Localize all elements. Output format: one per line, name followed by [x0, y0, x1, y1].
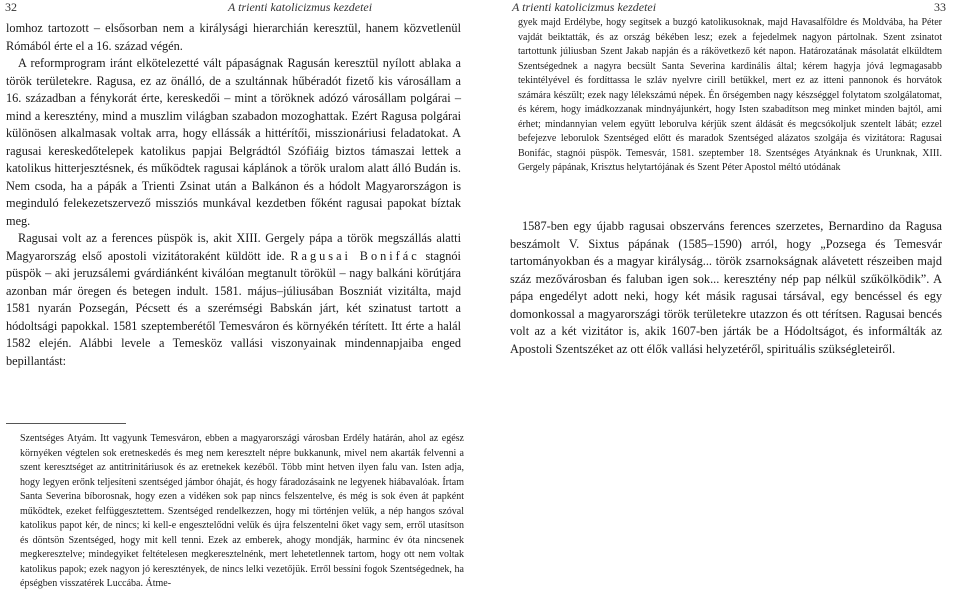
running-head: A trienti katolicizmus kezdetei: [228, 0, 373, 14]
footnote-text: gyek majd Erdélybe, hogy segítsek a buzgó katolikusoknak, majd Havasalföldre és Moldvába, ha Péter vajdát beiktatták, és az ország békében lesz; ezek a fejedelmek nagyon pártolnak. Szent zsinatot tartottunk júliusban Szent Jakab napján és a rákövetkező két napon. Határozatának másolatát elküldtem Szentségednek a nagyra becsült Santa Severina kardinális által; kérem hagyja jóvá legmagasabb tekintélyével és fordíttassa le szláv nyelvre cirill betűkkel, mert ez az itteni pannonok és horvátok számára készült; ezek nagy lélekszámú népek. Én őrségemben nagy készséggel folytatom szolgálatomat, és kérem, hogy imádkozzanak mindnyájunkért, hogy Isten szabadítson meg minket minden bajtól, ami érhet; mindannyian velem együtt leborulva kérjük szent áldását és megcsókoljuk szentelt lábát; ezzel befejezve leborulok Szentséged előtt és maradok Szentséged alázatos szolgája és vizitátora: Ragusai Bonifác, stagnói püspök. Temesvár, 1581. szeptember 18. Szentséges Atyánknak és Urunknak, XIII. Gergely pápának, Krisztus helytartójának és Szent Péter Apostol méltó utódának: [518, 17, 942, 173]
paragraph: A reformprogram iránt elkötelezetté vált pápaságnak Ragusán keresztül nyílott ablaka a török területekre. Ragusa, ez az önálló, de a szultánnak hűbéradót fizető kis városállam a 16. században a fénykorát érte, kereskedői – mint a töröknek adózó városállam polgárai – mind a keresztény, mind a muszlim világban szabadon mozoghattak. Ezért Ragusa polgárai különösen alkalmasak voltak arra, hogy ellássák a hittérítői, misszionáriusi feladatokat. A ragusai kereskedőtelepek katolikus papjai Belgrádtól Szófiáig biztos támaszai lettek a katolikus hitterjesztésnek, és működtek ragusai káplánok a török uralom alatt álló Budán is. Nem csoda, ha a pápák a Trienti Zsinat után a Balkánon és a hódolt Magyarországon is meginduló felekezetszervező missziós munkával kezdetben főként ragusai papokat bíztak meg.: [6, 56, 461, 228]
main-text: [510, 218, 942, 358]
paragraph: [6, 230, 461, 370]
paragraph: lomhoz tartozott – elsősorban nem a királysági hierarchián keresztül, hanem közvetlenül Rómából érte el a 16. század végén.: [6, 21, 461, 53]
page-number: 33: [934, 0, 946, 14]
page-number: 32: [5, 0, 17, 14]
footnote-continued: [518, 16, 942, 176]
footnote: [20, 432, 464, 592]
running-head: A trienti katolicizmus kezdetei: [512, 0, 657, 14]
footnote-divider: [6, 423, 126, 424]
paragraph-text: stagnói püspök – aki jeruzsálemi gvárdiánként kiválóan megtanult törökül – nagy balkáni körútjára azonban már öregen és betegen indult. 1581. május–júliusában Boszniát vizitálta, majd 1581 nyarán Pozsegán, Pécsett és a szerémségi Babskán járt, két szinatust tartott a hódoltsági papokkal. 1581 szeptemberétől Temesváron és környékén térített. Itt érte a halál 1582 elején. Alábbi levele a Temesköz vallási viszonyainak mindennapjaiba enged bepillantást:: [6, 248, 461, 368]
paragraph-text: Ragusai volt az a ferences püspök is, akit XIII. Gergely pápa a török megszállás alatti Magyarország első apostoli vizitátoraként küldött ide.: [6, 231, 461, 263]
right-page: [480, 0, 960, 599]
paragraph: 1587-ben egy újabb ragusai obszerváns ferences szerzetes, Bernardino da Ragusa beszámolt V. Sixtus pápának (1585–1590) arról, hogy „Pozsega és Temesvár tartományokban és a magyar királyság... török zsarnokságnak alávetett részeiben majd száz mezővárosban és faluban igen sok... keresztény nép pap nélkül szűkölködik”. A pápa engedélyt adott neki, hogy két másik ragusai társával, egy bencéssel és egy domonkossal a magyarországi török területekre utazzon és ott térítsen. Ragusai bencés volt az a két vizitátor is, akik 1607-ben járták be a Hódoltságot, és informálták az Apostoli Szentszéket az ott élők vallási helyzetéről, spirituális szükségleteiről.: [510, 219, 942, 356]
footnote-text: Szentséges Atyám. Itt vagyunk Temesváron, ebben a magyarországi városban Erdély határán, ahol az egész környéken végtelen sok eretneskedés és meg nem keresztelt népre bukkanunk, mivel nem akarták felvenni a szent keresztséget az antitrinitáriusok és az eretnekek kezéből. Több mint hetven ilyen falu van. Isten adja, hogy legyen erőnk teljesíteni szentséged jámbor óhaját, és hogy fáradozásaink ne legyenek hiábavalóak. Írtam Santa Severina bíborosnak, hogy ezen a vidéken sok pap nincs felszentelve, és még is sok éven át papként működtek, ezeket felfüggesztettem. Szentséged rendelkezzen, hogy mi történjen velük, a nép hangos szóval katolikus papot kér, de nincs; ki kell-e engesztelődni velük és újra felszentelni őket vagy sem, erről utasítson és döntsön Szentséged, hogy mit kell tenni. Ezek az emberek, ahogy mondják, harminc év óta nincsenek megkeresztelve; mindegyiket feltételesen megkeresztelnénk, mert lehetetlennek tartom, hogy ott nem voltak katolikus papok; ezek nagyon jó keresztények, de nincs lelki vezetőjük. Erről bessíni fogok Szentségednek, ha épségben visszatérek Luccába. Átme-: [20, 433, 464, 589]
main-text: [6, 20, 461, 370]
name-spaced: Ragusai Bonifác: [290, 248, 420, 263]
